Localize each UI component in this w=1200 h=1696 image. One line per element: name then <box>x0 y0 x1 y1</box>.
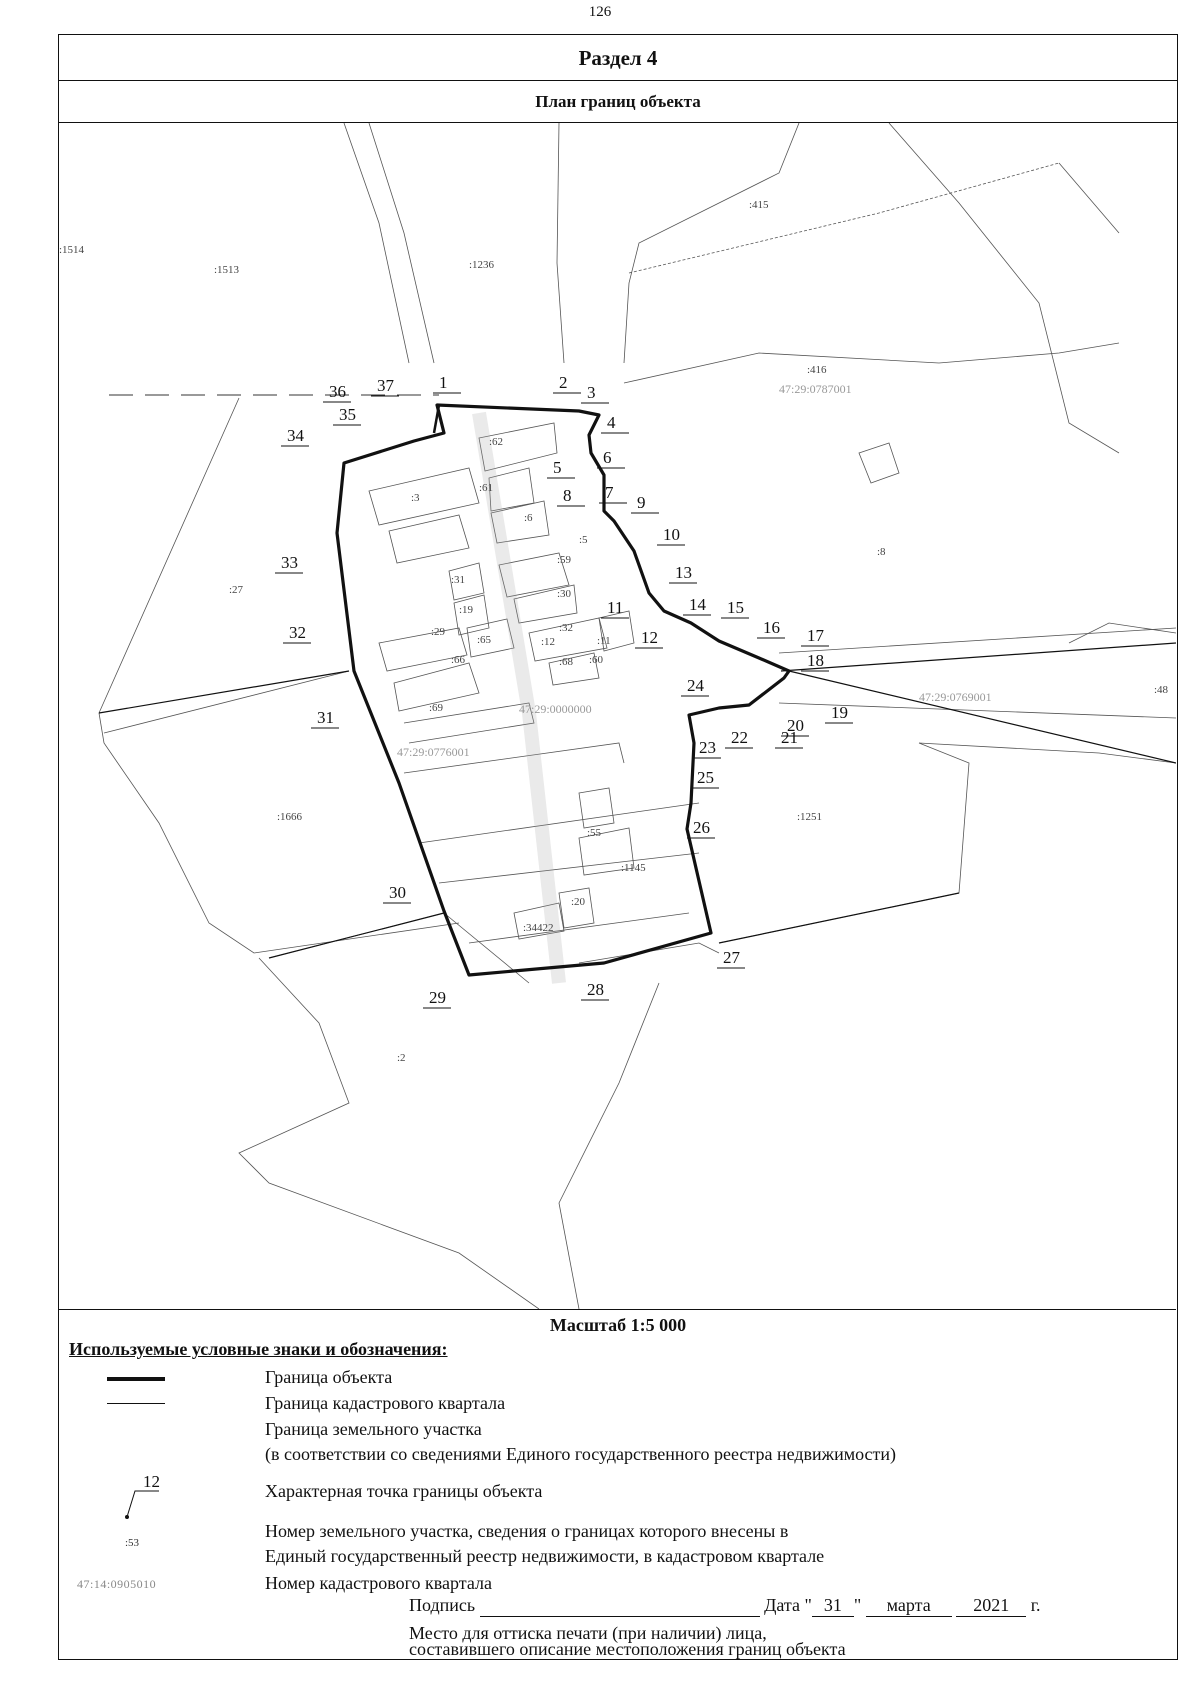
parcel-label-1513: :1513 <box>214 264 240 276</box>
point-label-15: 15 <box>727 598 744 617</box>
point-label-35: 35 <box>339 405 356 424</box>
point-label-2: 2 <box>559 373 568 392</box>
point-label-12: 12 <box>641 628 658 647</box>
parcel-label-69: :69 <box>429 702 444 714</box>
point-label-8: 8 <box>563 486 572 505</box>
parcel-label-1514: :1514 <box>59 244 85 256</box>
parcel-label-65: :65 <box>477 634 492 646</box>
parcel-id-example: :53 <box>125 1537 140 1549</box>
legend-quarter-boundary <box>59 1391 1177 1419</box>
point-example-label: 12 <box>143 1472 160 1491</box>
document-frame <box>58 34 1178 1660</box>
point-label-17: 17 <box>807 626 824 645</box>
point-label-4: 4 <box>607 413 616 432</box>
parcel-label-48: :48 <box>1154 684 1169 696</box>
point-label-27: 27 <box>723 948 740 967</box>
point-label-26: 26 <box>693 818 710 837</box>
parcel-label-3: :3 <box>411 492 420 504</box>
point-marker-symbol <box>59 1469 239 1521</box>
parcel-label-20: :20 <box>571 896 586 908</box>
point-label-30: 30 <box>389 883 406 902</box>
point-label-23: 23 <box>699 738 716 757</box>
parcel-label-12: :12 <box>541 636 556 648</box>
legend-parcel-boundary-line1: Граница земельного участка <box>265 1419 482 1439</box>
point-label-14: 14 <box>689 595 706 614</box>
parcel-label-61: :61 <box>479 482 494 494</box>
parcel-label-415: :415 <box>749 199 769 211</box>
date-year[interactable]: 2021 <box>956 1595 1026 1617</box>
quarter-label-1: 47:29:0000000 <box>519 702 592 716</box>
quarter-label-0: 47:29:0787001 <box>779 382 852 396</box>
point-label-25: 25 <box>697 768 714 787</box>
point-label-34: 34 <box>287 426 304 445</box>
date-day[interactable]: 31 <box>812 1595 854 1617</box>
parcel-label-1666: :1666 <box>277 811 303 823</box>
date-month[interactable]: марта <box>866 1595 952 1617</box>
parcel-label-11: :11 <box>597 635 611 647</box>
legend-quarter-id-text: Номер кадастрового квартала <box>265 1573 492 1593</box>
point-label-7: 7 <box>605 483 614 502</box>
parcel-label-2: :2 <box>397 1052 406 1064</box>
legend-parcel-id-line2: Единый государственный реестр недвижимости, в кадастровом квартале <box>265 1546 825 1566</box>
point-label-18: 18 <box>807 651 824 670</box>
parcel-label-1236: :1236 <box>469 259 495 271</box>
map-canvas <box>59 123 1176 1309</box>
object-boundary-symbol <box>59 1365 239 1393</box>
legend-object-boundary <box>59 1365 1177 1393</box>
parcel-label-27: :27 <box>229 584 244 596</box>
legend-object-boundary-text: Граница объекта <box>265 1367 393 1387</box>
point-label-20: 20 <box>787 716 804 735</box>
stamp-line-1: Место для оттиска печати (при наличии) лица, <box>409 1623 767 1643</box>
scale-label: Масштаб 1:5 000 <box>549 1315 687 1335</box>
legend-point <box>59 1469 1177 1521</box>
date-year-suffix: г. <box>1030 1595 1041 1615</box>
parcel-label-29: :29 <box>431 626 446 638</box>
parcel-label-31: :31 <box>451 574 466 586</box>
quarter-boundary-symbol <box>59 1391 239 1419</box>
quarter-label-3: 47:29:0769001 <box>919 690 992 704</box>
parcel-label-1251: :1251 <box>797 811 823 823</box>
point-label-22: 22 <box>731 728 748 747</box>
page-number: 126 <box>588 4 612 20</box>
point-label-37: 37 <box>377 376 394 395</box>
point-label-24: 24 <box>687 676 704 695</box>
signature-row <box>409 1595 1041 1617</box>
legend-parcel-id <box>59 1519 1177 1571</box>
point-label-33: 33 <box>281 553 298 572</box>
point-label-6: 6 <box>603 448 612 467</box>
point-label-21: 21 <box>781 728 798 747</box>
legend-parcel-boundary-line2: (в соответствии со сведениями Единого государственного реестра недвижимости) <box>265 1444 897 1464</box>
boundary-plan-map <box>59 123 1176 1310</box>
parcel-label-19: :19 <box>459 604 474 616</box>
signature-label: Подпись <box>409 1595 476 1615</box>
quarter-boundaries <box>99 643 1176 958</box>
quarter-id-example: 47:14:0905010 <box>77 1577 157 1591</box>
parcel-label-5: :5 <box>579 534 588 546</box>
point-label-29: 29 <box>429 988 446 1007</box>
quarter-label-2: 47:29:0776001 <box>397 745 470 759</box>
section-title: Раздел 4 <box>59 35 1177 81</box>
stamp-line-2: составившего описание местоположения границ объекта <box>409 1639 846 1659</box>
point-label-9: 9 <box>637 493 646 512</box>
legend-title: Используемые условные знаки и обозначения: <box>69 1339 448 1359</box>
date-label: Дата " <box>764 1595 812 1615</box>
point-label-10: 10 <box>663 525 680 544</box>
parcel-label-59: :59 <box>557 554 572 566</box>
parcel-label-68: :68 <box>559 656 574 668</box>
signature-field[interactable] <box>480 1595 760 1617</box>
parcel-label-62: :62 <box>489 436 504 448</box>
point-label-3: 3 <box>587 383 596 402</box>
legend-parcel-id-line1: Номер земельного участка, сведения о границах которого внесены в <box>265 1521 789 1541</box>
parcel-label-66: :66 <box>451 654 466 666</box>
parcel-label-1145: :1145 <box>621 862 646 874</box>
legend-parcel-boundary <box>59 1417 1177 1469</box>
point-label-5: 5 <box>553 458 562 477</box>
legend-quarter-boundary-text: Граница кадастрового квартала <box>265 1393 506 1413</box>
parcel-label-416: :416 <box>807 364 827 376</box>
point-labels <box>281 373 848 1007</box>
point-label-19: 19 <box>831 703 848 722</box>
date-quote-close: " <box>853 1595 862 1615</box>
point-label-32: 32 <box>289 623 306 642</box>
parcel-label-32: :32 <box>559 622 574 634</box>
plan-title: План границ объекта <box>59 81 1177 123</box>
point-label-28: 28 <box>587 980 604 999</box>
parcel-label-30: :30 <box>557 588 572 600</box>
parcel-label-6: :6 <box>524 512 533 524</box>
point-label-36: 36 <box>329 382 346 401</box>
parcel-label-60: :60 <box>589 654 604 666</box>
point-label-1: 1 <box>439 373 448 392</box>
point-label-31: 31 <box>317 708 334 727</box>
parcel-label-55: :55 <box>587 827 602 839</box>
parcel-label-34422: :34422 <box>523 922 554 934</box>
point-label-13: 13 <box>675 563 692 582</box>
point-label-16: 16 <box>763 618 780 637</box>
parcel-label-8: :8 <box>877 546 886 558</box>
point-label-11: 11 <box>607 598 624 617</box>
legend-point-text: Характерная точка границы объекта <box>265 1481 543 1501</box>
parcel-boundaries <box>99 123 1176 1309</box>
